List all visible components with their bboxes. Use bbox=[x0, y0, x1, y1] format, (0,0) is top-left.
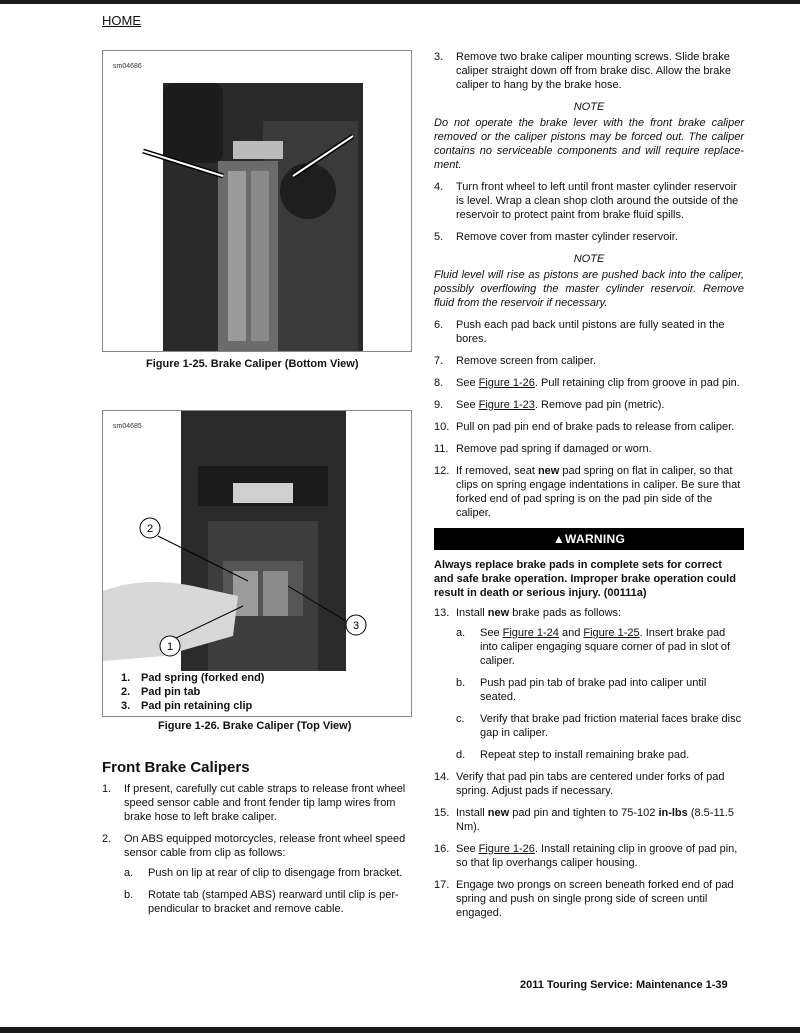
warning-banner: ▲WARNING bbox=[434, 528, 744, 550]
step-9: 9. See Figure 1-23. Remove pad pin (metric). bbox=[434, 399, 665, 411]
legend-item: 1. Pad spring (forked end) bbox=[121, 672, 265, 684]
step-13c: c. Verify that brake pad friction material faces brake disc gap in caliper. bbox=[456, 713, 742, 739]
figure-1-25-box bbox=[102, 50, 412, 352]
step-8: 8. See Figure 1-26. Pull retaining clip from groove in pad pin. bbox=[434, 377, 740, 389]
figure-link[interactable]: Figure 1-26 bbox=[478, 843, 535, 855]
warning-text: Always replace brake pads in complete sets for correct and safe brake operation. Improper brake operation could result in death or serious injury. (00111a) bbox=[434, 559, 736, 599]
step-2b: b. Rotate tab (stamped ABS) rearward until clip is per-pendicular to bracket and remove cable. bbox=[124, 889, 399, 915]
step-13d: d. Repeat step to install remaining brake pad. bbox=[456, 749, 690, 761]
step-15: 15. Install new pad pin and tighten to 75-102 in-lbs (8.5-11.5 Nm). bbox=[434, 807, 735, 833]
step-12: 12. If removed, seat new pad spring on flat in caliper, so that clips on spring engage indentations in caliper. Be sure that forked end of pad spring is on the pad pin side of the caliper. bbox=[434, 465, 741, 519]
figure-link[interactable]: Figure 1-24 bbox=[502, 627, 559, 639]
callout-2: 2 bbox=[146, 523, 154, 535]
note-body: Fluid level will rise as pistons are pushed back into the caliper, possibly overflowing the master cylinder reservoir. Remove fluid from the reservoir if necessary. bbox=[434, 269, 744, 309]
step-17: 17. Engage two prongs on screen beneath forked end of pad spring and push on single prong side of screen until engaged. bbox=[434, 879, 734, 919]
step-11: 11. Remove pad spring if damaged or worn. bbox=[434, 443, 652, 455]
step-14: 14. Verify that pad pin tabs are centered under forks of pad spring. Adjust pads if necessary. bbox=[434, 771, 725, 797]
step-5: 5. Remove cover from master cylinder reservoir. bbox=[434, 231, 678, 243]
section-title: Front Brake Calipers bbox=[102, 759, 250, 776]
step-7: 7. Remove screen from caliper. bbox=[434, 355, 596, 367]
step-10: 10. Pull on pad pin end of brake pads to release from caliper. bbox=[434, 421, 735, 433]
legend-item: 3. Pad pin retaining clip bbox=[121, 700, 253, 712]
figure-id: sm04685 bbox=[113, 423, 142, 430]
callout-3: 3 bbox=[352, 620, 360, 632]
figure-link[interactable]: Figure 1-26 bbox=[478, 377, 535, 389]
figure-id: sm04686 bbox=[113, 63, 142, 70]
legend-item: 2. Pad pin tab bbox=[121, 686, 201, 698]
step-2: 2. On ABS equipped motorcycles, release front wheel speed sensor cable from clip as follows: a. Push on lip at rear of clip to disengage from bracket. b. Rotate tab (stamped ABS) rearward until clip is per-pendicular to bracket and remove cable. bbox=[102, 832, 412, 916]
page-footer: 2011 Touring Service: Maintenance 1-39 bbox=[520, 979, 728, 991]
note-heading: NOTE bbox=[573, 253, 605, 265]
brake-caliper-top-photo bbox=[103, 411, 411, 671]
warning-icon: ▲ bbox=[552, 532, 566, 546]
step-2a: a. Push on lip at rear of clip to disengage from bracket. bbox=[124, 867, 403, 879]
top-border bbox=[0, 0, 800, 4]
figure-legend bbox=[121, 671, 264, 713]
step-6: 6. Push each pad back until pistons are fully seated in the bores. bbox=[434, 319, 725, 345]
step-13a: a. See Figure 1-24 and Figure 1-25. Insert brake pad into caliper engaging square corner of pad in slot of caliper. bbox=[456, 627, 731, 667]
step-16: 16. See Figure 1-26. Install retaining clip in groove of pad pin, so that lip overhangs caliper housing. bbox=[434, 843, 738, 869]
left-steps bbox=[102, 782, 412, 924]
step-4: 4. Turn front wheel to left until front master cylinder reservoir is level. Wrap a clean shop cloth around the outside of the reservoir to protect paint from brake fluid spills. bbox=[434, 181, 739, 221]
step-13: 13. Install new brake pads as follows: a. See Figure 1-24 and Figure 1-25. Insert brake pad into caliper engaging square corner of pad in slot of caliper. b. Push pad pin tab of brake pad into caliper until seated. c. Verify that brake pad friction material faces brake disc gap in caliper. d. Repeat step to install remaining brake pad. bbox=[434, 606, 744, 762]
step-13b: b. Push pad pin tab of brake pad into caliper until seated. bbox=[456, 677, 707, 703]
note-heading: NOTE bbox=[573, 101, 605, 113]
figure-1-26-caption: Figure 1-26. Brake Caliper (Top View) bbox=[158, 720, 352, 732]
home-link[interactable]: HOME bbox=[102, 13, 141, 28]
note-body: Do not operate the brake lever with the front brake caliper removed or the caliper pistons may be forced out. The caliper contains no serviceable components and will require replace-ment. bbox=[434, 117, 744, 171]
figure-1-26-box bbox=[102, 410, 412, 717]
figure-link[interactable]: Figure 1-23 bbox=[478, 399, 535, 411]
right-column bbox=[434, 50, 744, 928]
bottom-border bbox=[0, 1027, 800, 1033]
brake-caliper-bottom-photo bbox=[103, 51, 411, 351]
step-3: 3. Remove two brake caliper mounting screws. Slide brake caliper straight down off from brake disc. Allow the brake caliper to hang by the brake hose. bbox=[434, 51, 731, 91]
step-1: 1. If present, carefully cut cable straps to release front wheel speed sensor cable and front fender tip lamp wires from brake hose to left brake caliper. bbox=[102, 783, 406, 823]
figure-link[interactable]: Figure 1-25 bbox=[583, 627, 640, 639]
callout-1: 1 bbox=[166, 641, 174, 653]
figure-1-25-caption: Figure 1-25. Brake Caliper (Bottom View) bbox=[146, 358, 359, 370]
